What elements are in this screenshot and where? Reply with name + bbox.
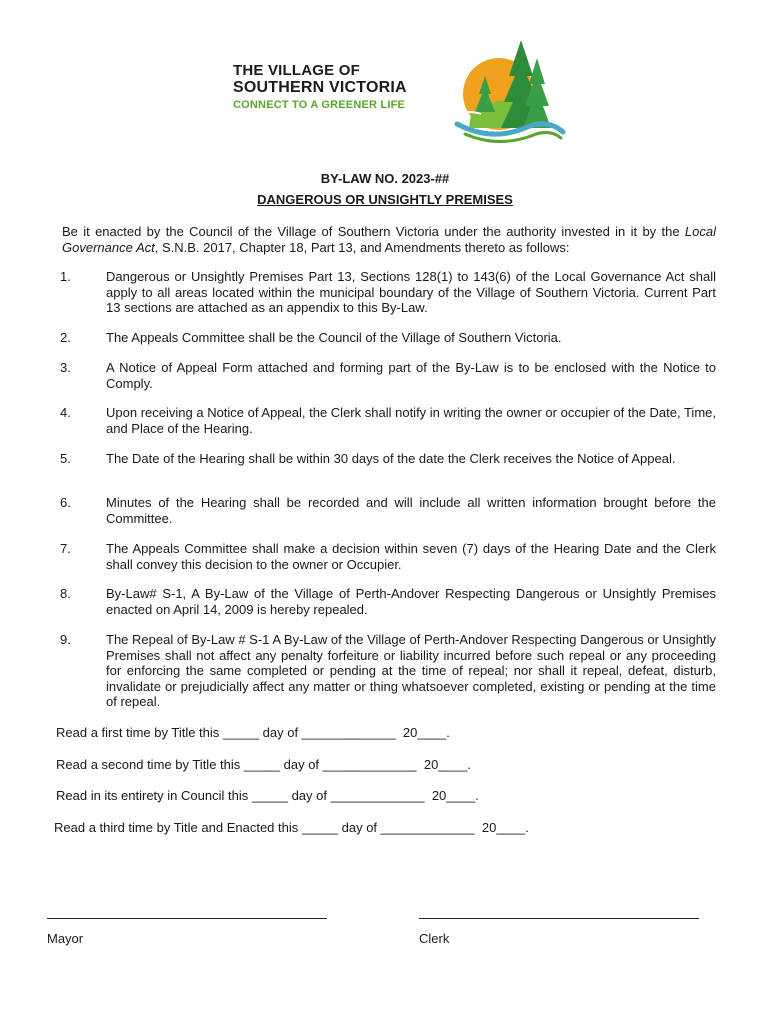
logo-tagline: CONNECT TO A GREENER LIFE	[233, 99, 406, 111]
item-number: 6.	[60, 495, 71, 510]
item-number: 7.	[60, 541, 71, 556]
logo-line-2: SOUTHERN VICTORIA	[233, 79, 407, 96]
item-number: 4.	[60, 405, 71, 420]
mayor-label: Mayor	[47, 931, 84, 946]
item-text: A Notice of Appeal Form attached and forming part of the By-Law is to be enclosed with the Notice to Comply.	[106, 360, 716, 391]
mayor-signature-line	[47, 918, 327, 919]
item-text: The Appeals Committee shall be the Council of the Village of Southern Victoria.	[106, 330, 562, 345]
item-text: The Repeal of By-Law # S-1 A By-Law of the Village of Perth-Andover Respecting Dangerous or Unsightly Premises shall not affect any penalty forfeiture or liability incurred before such repeal or any proceeding for enforcing the same completed or pending at the time of repeal; nor shall it repeal, defeat, disturb, invalidate or prejudicially affect any matter or thing whatsoever completed, existing or pending at the time of repeal.	[106, 632, 716, 709]
item-number: 1.	[60, 269, 71, 284]
bylaw-number: BY-LAW NO. 2023-##	[320, 171, 450, 186]
item-text: Minutes of the Hearing shall be recorded and will include all written information brought before the Committee.	[106, 495, 716, 526]
third-reading-line: Read a third time by Title and Enacted this _____ day of _____________ 20____.	[54, 820, 529, 835]
entirety-reading-line: Read in its entirety in Council this _____ day of _____________ 20____.	[56, 788, 479, 803]
item-text: Upon receiving a Notice of Appeal, the Clerk shall notify in writing the owner or occupier of the Date, Time, and Place of the Hearing.	[106, 405, 716, 436]
enactment-text-after: , S.N.B. 2017, Chapter 18, Part 13, and Amendments thereto as follows:	[154, 239, 570, 255]
first-reading-line: Read a first time by Title this _____ day of _____________ 20____.	[56, 725, 450, 740]
item-text: Dangerous or Unsightly Premises Part 13, Sections 128(1) to 143(6) of the Local Governance Act shall apply to all areas located within the municipal boundary of the Village of Southern Victoria. Current Part 13 sections are attached as an appendix to this By-Law.	[106, 269, 716, 315]
enactment-clause	[62, 224, 716, 255]
logo-wordmark	[233, 63, 407, 113]
bylaw-title: DANGEROUS OR UNSIGHTLY PREMISES	[257, 192, 513, 207]
sun-trees-river-icon	[451, 36, 571, 144]
item-text: The Date of the Hearing shall be within 30 days of the date the Clerk receives the Notice of Appeal.	[106, 451, 676, 466]
clerk-signature-line	[419, 918, 699, 919]
item-number: 8.	[60, 586, 71, 601]
item-number: 3.	[60, 360, 71, 375]
act-name: Local Governance Act	[62, 224, 716, 255]
item-text: The Appeals Committee shall make a decision within seven (7) days of the Hearing Date and the Clerk shall convey this decision to the owner or Occupier.	[106, 541, 716, 572]
logo-line-1: THE VILLAGE OF	[233, 62, 360, 79]
item-number: 2.	[60, 330, 71, 345]
item-number: 9.	[60, 632, 71, 647]
clerk-label: Clerk	[419, 931, 450, 946]
enactment-text-before: Be it enacted by the Council of the Village of Southern Victoria under the authority invested in it by the	[62, 224, 685, 239]
second-reading-line: Read a second time by Title this _____ day of _____________ 20____.	[56, 757, 471, 772]
item-text: By-Law# S-1, A By-Law of the Village of Perth-Andover Respecting Dangerous or Unsightly Premises enacted on April 14, 2009 is hereby repealed.	[106, 586, 716, 617]
village-logo	[233, 36, 573, 146]
item-number: 5.	[60, 451, 71, 466]
